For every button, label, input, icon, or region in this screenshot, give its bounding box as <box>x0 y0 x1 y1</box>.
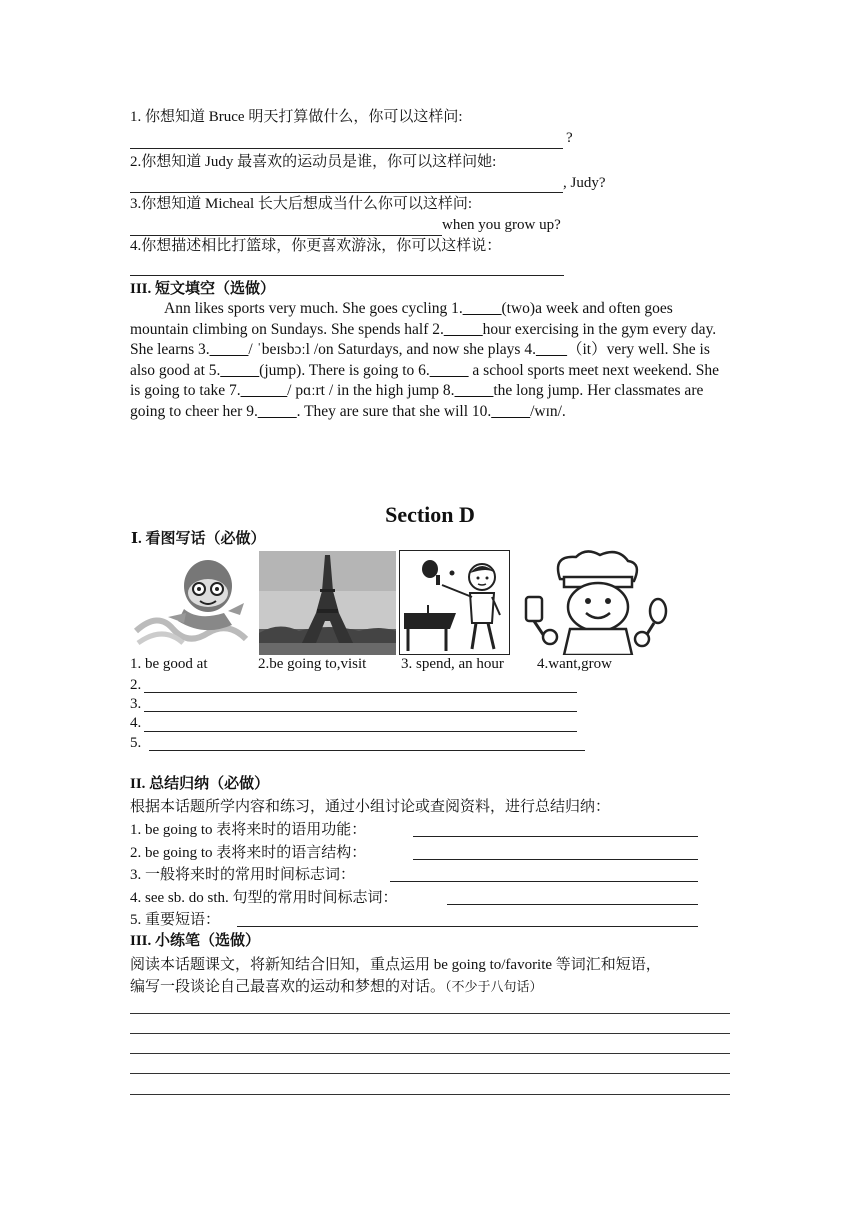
writing-line-4[interactable] <box>144 731 577 732</box>
writing-line-3[interactable] <box>144 711 577 712</box>
practice-note: （不少于八句话） <box>445 979 543 994</box>
answer-line-q4 <box>130 275 564 276</box>
picture-caption-2: 2.be going to,visit <box>258 656 367 672</box>
passage-text: Ann likes sports very much. She goes cycling 1. <box>164 300 463 317</box>
blank-5[interactable]: _____ <box>220 361 260 379</box>
passage-text: (two)a week and often goes mountain climbing on Sundays. She spends half 2. <box>130 300 673 338</box>
summary-line-3[interactable] <box>390 881 698 882</box>
practice-intro-1: 阅读本话题课文，将新知结合旧知，重点运用 be going to/favorite 等词汇和短语， <box>130 957 661 973</box>
picture-caption-1: 1. be good at <box>130 656 208 672</box>
question-4: 4.你想描述相比打篮球，你更喜欢游泳，你可以这样说： <box>130 238 502 254</box>
practice-line-3[interactable] <box>130 1053 730 1054</box>
passage-text: / ˈbeɪsbɔːl /on Saturdays, and now she plays 4. <box>248 341 536 359</box>
question-3: 3.你想知道 Micheal 长大后想成当什么你可以这样问: <box>130 196 473 212</box>
summary-line-1[interactable] <box>413 836 698 837</box>
passage-text: (jump). There is going to 6. <box>259 361 430 379</box>
passage-text: the long jump. Her classmates are going to cheer her 9. <box>130 382 704 420</box>
summary-item-3: 3. 一般将来时的常用时间标志词： <box>130 867 356 883</box>
practice-instruction: 编写一段谈论自己最喜欢的运动和梦想的对话。 <box>130 979 446 995</box>
picture-caption-3: 3. spend, an hour <box>401 656 504 672</box>
practice-line-1[interactable] <box>130 1013 730 1014</box>
question-2: 2.你想知道 Judy 最喜欢的运动员是谁，你可以这样问她: <box>130 154 497 170</box>
summary-line-5[interactable] <box>237 926 698 927</box>
summary-heading: II. 总结归纳（必做） <box>130 776 270 792</box>
writing-line-label-5: 5. <box>130 735 142 751</box>
blank-3[interactable]: _____ <box>209 341 249 359</box>
answer-line-q2 <box>130 192 563 193</box>
writing-line-2[interactable] <box>144 692 577 693</box>
blank-8[interactable]: _____ <box>454 382 494 400</box>
picture-writing-heading: Ⅰ. 看图写话（必做） <box>131 531 266 547</box>
practice-line-4[interactable] <box>130 1073 730 1074</box>
blank-1[interactable]: _____ <box>462 300 502 317</box>
picture-caption-4: 4.want,grow <box>537 656 612 672</box>
practice-line-5[interactable] <box>130 1094 730 1095</box>
summary-item-1: 1. be going to 表将来时的语用功能： <box>130 822 367 838</box>
swimmer-image <box>128 551 250 655</box>
passage-text: hour exercising in the gym every day. She learns 3. <box>130 320 717 359</box>
blank-9[interactable]: _____ <box>257 402 297 420</box>
summary-intro: 根据本话题所学内容和练习，通过小组讨论或查阅资料，进行总结归纳： <box>130 799 611 815</box>
section-title: Section D <box>385 502 475 527</box>
chef-image <box>520 549 670 655</box>
summary-item-4: 4. see sb. do sth. 句型的常用时间标志词： <box>130 890 398 906</box>
writing-line-label-2: 2. <box>130 677 142 693</box>
question-1-ending: ? <box>566 130 573 146</box>
question-2-ending: , Judy? <box>563 175 606 191</box>
cloze-passage <box>130 299 730 423</box>
summary-line-4[interactable] <box>447 904 698 905</box>
passage-text: . They are sure that she will 10. <box>296 402 492 420</box>
writing-line-5[interactable] <box>149 750 585 751</box>
blank-6[interactable]: _____ <box>429 361 469 379</box>
passage-text: （it）very well. She is also good at 5. <box>130 341 710 379</box>
practice-heading: III. 小练笔（选做） <box>130 933 261 949</box>
passage-text: /wɪn/. <box>530 402 566 420</box>
summary-item-2: 2. be going to 表将来时的语言结构： <box>130 845 367 861</box>
blank-4[interactable]: ____ <box>535 341 567 359</box>
summary-item-5: 5. 重要短语： <box>130 912 221 928</box>
practice-intro-2 <box>130 977 543 997</box>
writing-line-label-3: 3. <box>130 696 142 712</box>
question-3-ending: when you grow up? <box>442 217 561 233</box>
blank-2[interactable]: _____ <box>443 320 483 338</box>
summary-line-2[interactable] <box>413 859 698 860</box>
cloze-heading: III. 短文填空（选做） <box>130 281 276 297</box>
ping-pong-image <box>399 550 510 655</box>
question-1: 1. 你想知道 Bruce 明天打算做什么，你可以这样问: <box>130 109 463 125</box>
blank-10[interactable]: _____ <box>491 402 531 420</box>
eiffel-tower-image <box>259 551 396 655</box>
passage-text: / pɑːrt / in the high jump 8. <box>287 382 455 400</box>
passage-text: a school sports meet next weekend. She is going to take 7. <box>130 361 720 400</box>
practice-line-2[interactable] <box>130 1033 730 1034</box>
answer-line-q1 <box>130 148 563 149</box>
blank-7[interactable]: ______ <box>240 382 288 400</box>
writing-line-label-4: 4. <box>130 715 142 731</box>
